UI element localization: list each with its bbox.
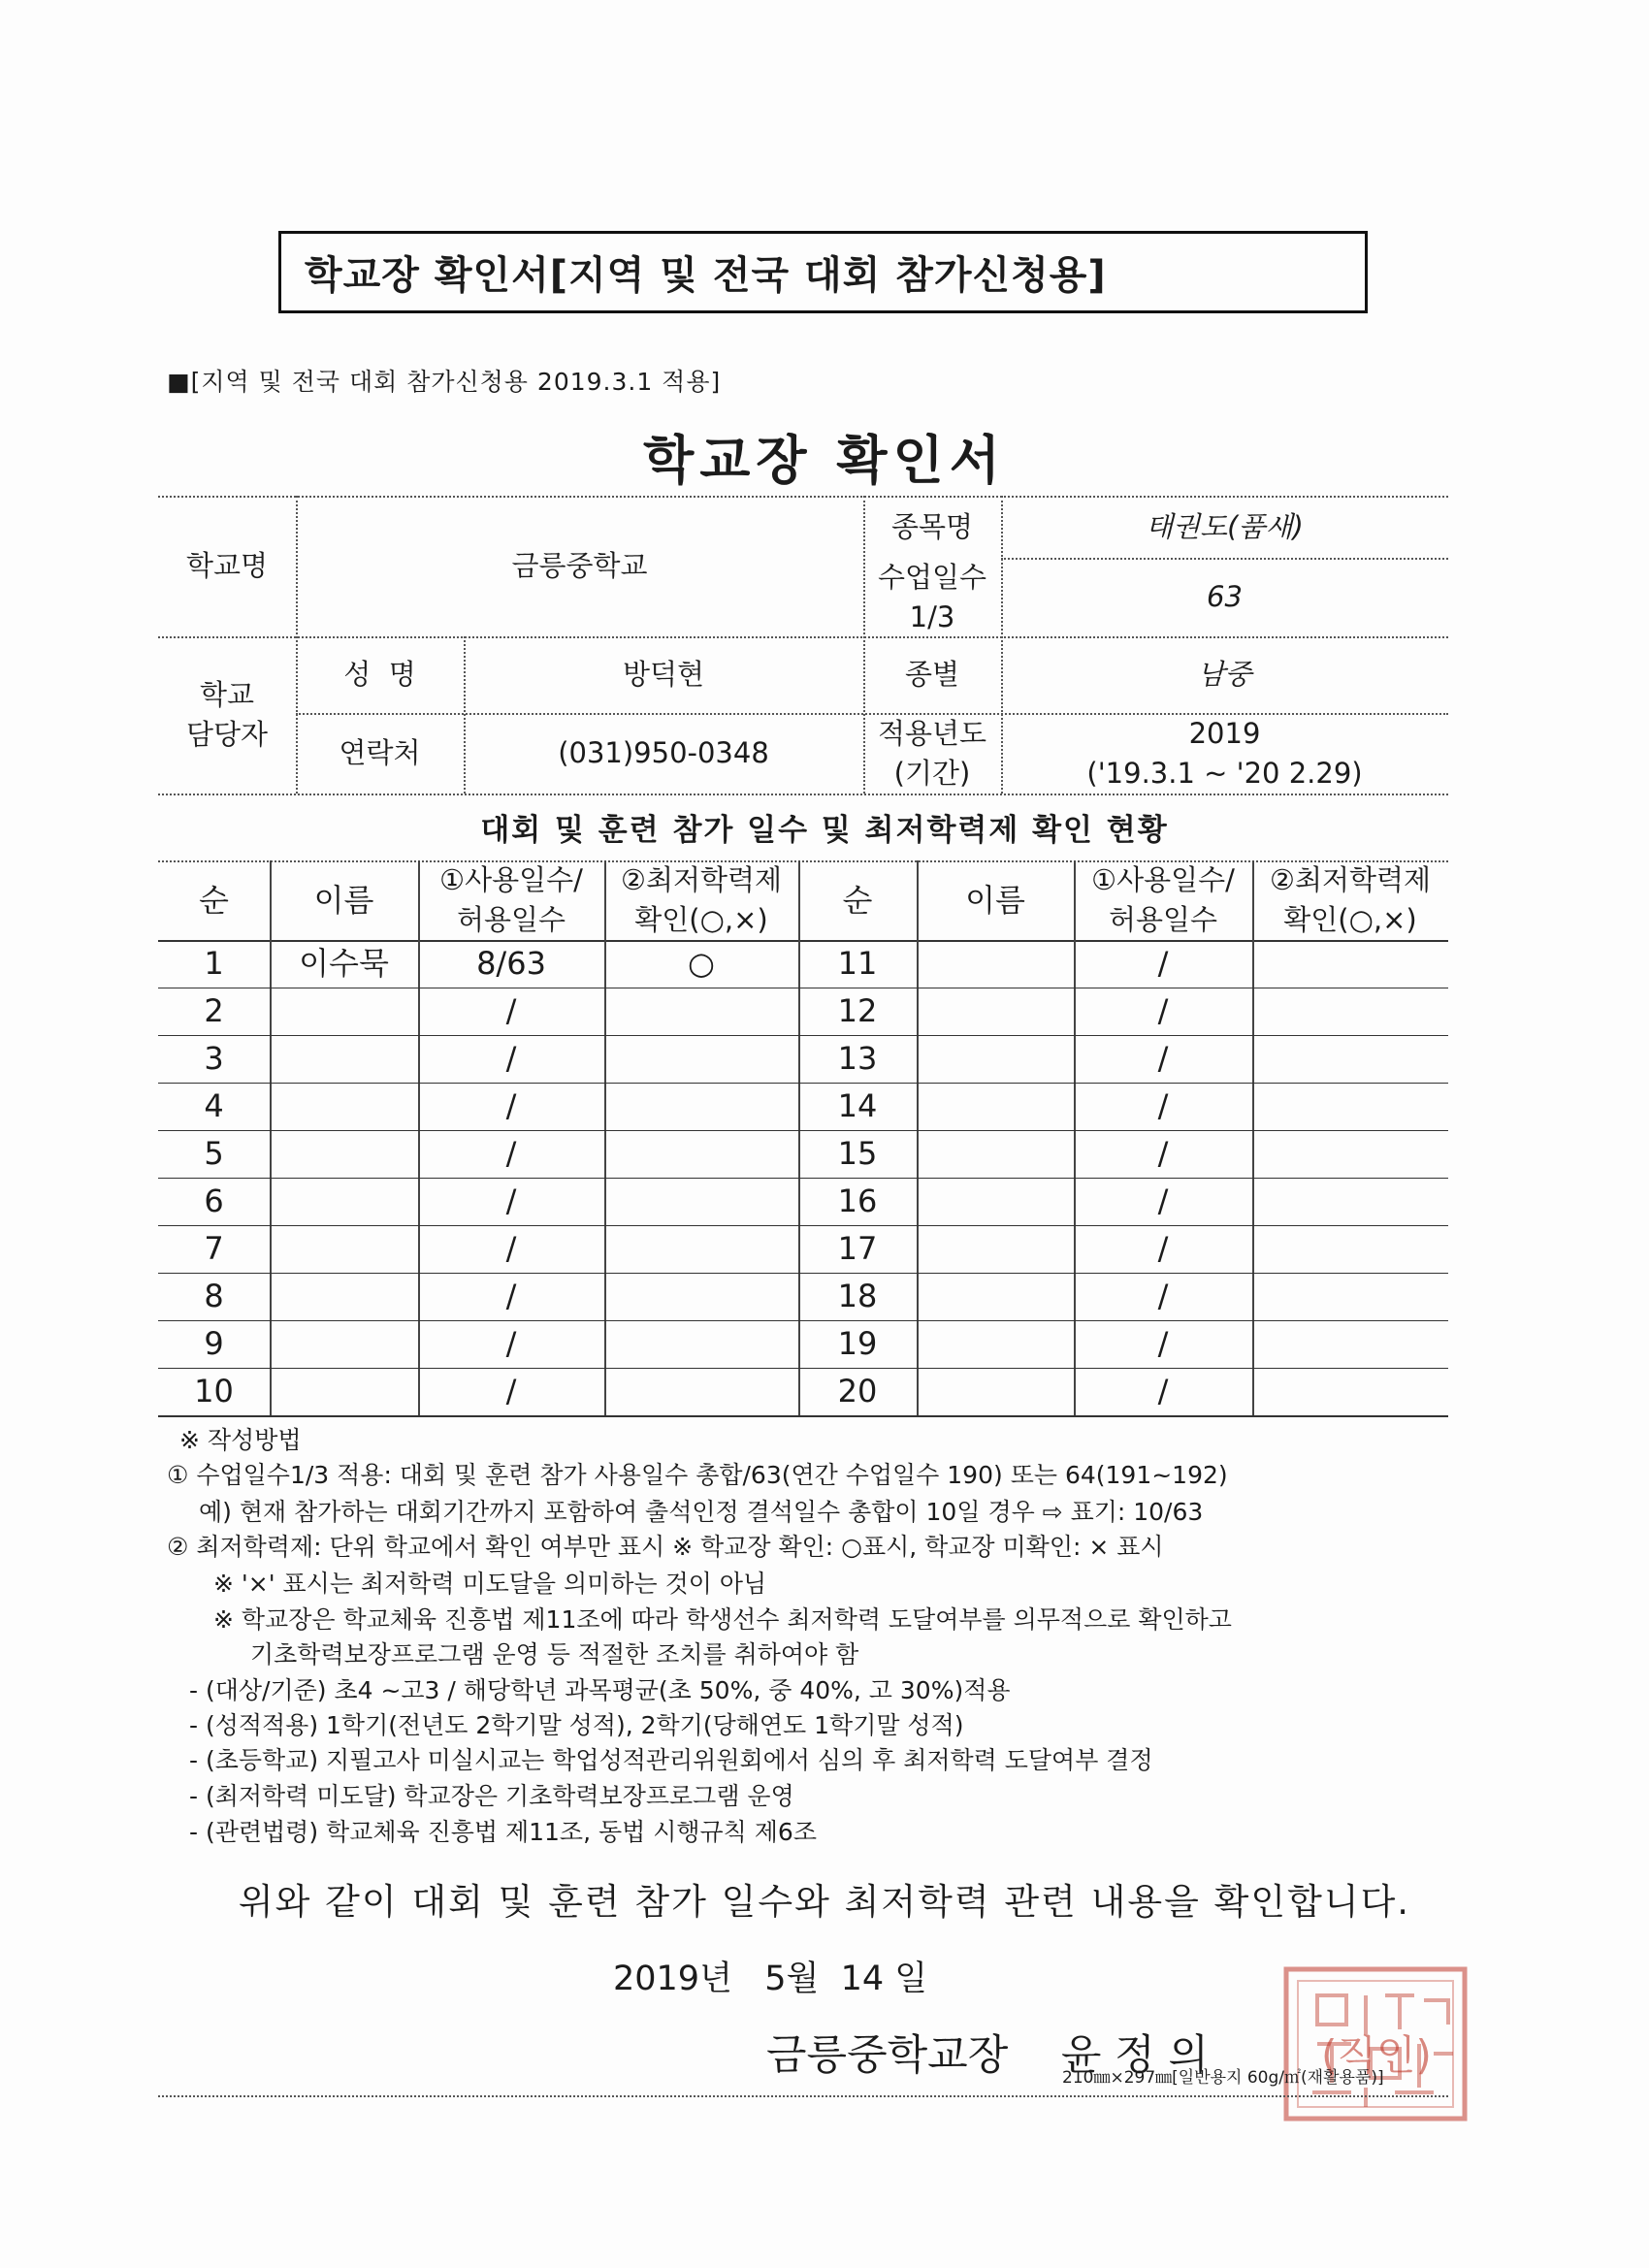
instruction-line: - (관련법령) 학교체육 진흥법 제11조, 동법 시행규칙 제6조	[189, 1818, 817, 1846]
col-header-num-2: 순	[842, 881, 873, 919]
table-cell-days: /	[505, 1373, 517, 1410]
instruction-line: - (성적적용) 1학기(전년도 2학기말 성적), 2학기(당해연도 1학기말 성적)	[189, 1711, 964, 1739]
table-cell-check	[1252, 1178, 1448, 1225]
table-cell-name	[917, 1225, 1074, 1273]
instruction-line: - (최저학력 미도달) 학교장은 기초학력보장프로그램 운영	[189, 1782, 794, 1810]
table-cell-name	[917, 940, 1074, 988]
table-cell-num: 2	[204, 992, 224, 1030]
document-title: 학교장 확인서[지역 및 전국 대회 참가신청용]	[278, 231, 1368, 313]
table-cell-num: 1	[204, 945, 224, 983]
table-cell-name	[270, 1368, 418, 1415]
instruction-line: ※ 작성방법	[179, 1426, 302, 1454]
instruction-line: ※ 학교장은 학교체육 진흥법 제11조에 따라 학생선수 최저학력 도달여부를 의무적으로 확인하고	[213, 1605, 1232, 1634]
instruction-line: ※ '×' 표시는 최저학력 미도달을 의미하는 것이 아님	[213, 1570, 767, 1598]
staff-name-value: 방덕현	[622, 658, 705, 692]
contact-label: 연락처	[339, 736, 421, 770]
table-cell-days: /	[1157, 1135, 1169, 1173]
principal-signature: 금릉중학교장 윤 정 의	[766, 2031, 1209, 2080]
table-cell-name	[270, 1225, 418, 1273]
table-cell-check	[1252, 1368, 1448, 1415]
table-cell-days: /	[505, 1087, 517, 1125]
table-cell-num: 9	[204, 1325, 224, 1363]
col-header-days-2: ①사용일수/ 허용일수	[1091, 863, 1235, 936]
table-cell-num: 16	[837, 1183, 878, 1220]
event-label: 종목명	[890, 509, 974, 543]
table-cell-num: 7	[204, 1230, 224, 1268]
table-cell-check	[1252, 1035, 1448, 1083]
table-cell-num: 10	[194, 1373, 234, 1410]
table-cell-check	[604, 1368, 798, 1415]
table-cell-num: 14	[837, 1087, 878, 1125]
table-cell-days: /	[505, 1325, 517, 1363]
table-cell-num: 13	[837, 1040, 878, 1078]
section-title: 대회 및 훈련 참가 일수 및 최저학력제 확인 현황	[480, 813, 1169, 848]
table-cell-name	[270, 1083, 418, 1130]
instruction-line: ② 최저학력제: 단위 학교에서 확인 여부만 표시 ※ 학교장 확인: ○표시, 학교장 미확인: × 표시	[167, 1533, 1164, 1561]
instruction-line: ① 수업일수1/3 적용: 대회 및 훈련 참가 사용일수 총합/63(연간 수업일수 190) 또는 64(191~192)	[167, 1461, 1228, 1489]
school-name-label: 학교명	[185, 549, 269, 583]
class-days-value: 63	[1207, 580, 1243, 614]
staff-label: 학교 담당자	[185, 678, 269, 751]
event-value: 태권도(품새)	[1146, 509, 1304, 543]
info-line	[158, 794, 1448, 795]
table-cell-name	[270, 988, 418, 1035]
table-cell-name	[917, 1178, 1074, 1225]
table-cell-num: 4	[204, 1087, 224, 1125]
table-cell-num: 8	[204, 1278, 224, 1315]
table-cell-name	[270, 1178, 418, 1225]
table-cell-days: /	[1157, 1325, 1169, 1363]
col-header-num: 순	[199, 881, 229, 919]
class-days-label: 수업일수 1/3	[877, 560, 987, 633]
table-cell-name	[917, 1320, 1074, 1368]
school-name-value: 금릉중학교	[511, 549, 648, 583]
table-cell-days: /	[1157, 945, 1169, 983]
table-cell-days: /	[1157, 1087, 1169, 1125]
table-cell-name	[917, 1083, 1074, 1130]
instruction-line: 예) 현재 참가하는 대회기간까지 포함하여 출석인정 결석일수 총합이 10일 경우 ⇨ 표기: 10/63	[199, 1498, 1204, 1526]
table-cell-num: 20	[837, 1373, 878, 1410]
table-cell-name	[917, 988, 1074, 1035]
table-cell-name: 이수묵	[299, 945, 389, 983]
table-cell-name	[917, 1035, 1074, 1083]
table-cell-days: /	[505, 1230, 517, 1268]
form-title: 학교장 확인서	[643, 430, 1006, 491]
table-cell-name	[917, 1130, 1074, 1178]
table-cell-num: 12	[837, 992, 878, 1030]
category-label: 종별	[904, 658, 960, 692]
table-cell-check	[604, 1225, 798, 1273]
table-cell-days: /	[1157, 1278, 1169, 1315]
category-value: 남중	[1197, 658, 1252, 692]
table-cell-days: /	[1157, 992, 1169, 1030]
table-cell-check	[1252, 940, 1448, 988]
table-cell-check	[1252, 1083, 1448, 1130]
period-value: 2019 ('19.3.1 ~ '20 2.29)	[1086, 716, 1363, 790]
seal-label: (직인)	[1321, 2031, 1432, 2079]
period-label: 적용년도 (기간)	[877, 716, 987, 790]
table-cell-check	[1252, 988, 1448, 1035]
contact-value: (031)950-0348	[558, 736, 769, 770]
instruction-line: - (초등학교) 지필고사 미실시교는 학업성적관리위원회에서 심의 후 최저학력 도달여부 결정	[189, 1746, 1153, 1774]
table-cell-check	[1252, 1320, 1448, 1368]
instruction-line: - (대상/기준) 초4 ~고3 / 해당학년 과목평균(초 50%, 중 40%, 고 30%)적용	[189, 1676, 1011, 1704]
issue-date: 2019년 5월 14 일	[613, 1960, 928, 1998]
footer-line	[158, 2095, 1448, 2097]
table-cell-check	[1252, 1225, 1448, 1273]
table-cell-days: /	[505, 1135, 517, 1173]
table-cell-check	[1252, 1273, 1448, 1320]
col-header-name-2: 이름	[965, 881, 1025, 919]
table-cell-days: /	[1157, 1183, 1169, 1220]
table-cell-num: 15	[837, 1135, 878, 1173]
table-cell-num: 5	[204, 1135, 224, 1173]
table-cell-num: 3	[204, 1040, 224, 1078]
col-header-min: ②최저학력제 확인(○,×)	[620, 863, 783, 936]
table-cell-name	[270, 1320, 418, 1368]
table-cell-check	[604, 1035, 798, 1083]
table-row-line	[158, 1415, 1448, 1417]
table-cell-check	[604, 1320, 798, 1368]
paper-spec: 210㎜×297㎜[일반용지 60g/㎡(재활용품)]	[1062, 2068, 1384, 2088]
table-cell-name	[270, 1273, 418, 1320]
table-cell-num: 18	[837, 1278, 878, 1315]
table-cell-check	[604, 1083, 798, 1130]
instruction-line: 기초학력보장프로그램 운영 등 적절한 조치를 취하여야 함	[250, 1640, 859, 1669]
table-cell-name	[270, 1035, 418, 1083]
table-cell-num: 19	[837, 1325, 878, 1363]
document-subheading: ■[지역 및 전국 대회 참가신청용 2019.3.1 적용]	[167, 368, 722, 396]
table-cell-check	[604, 988, 798, 1035]
table-cell-name	[270, 1130, 418, 1178]
table-cell-num: 17	[837, 1230, 878, 1268]
table-cell-name	[917, 1273, 1074, 1320]
table-cell-days: 8/63	[476, 945, 546, 983]
table-cell-days: /	[1157, 1230, 1169, 1268]
table-cell-num: 6	[204, 1183, 224, 1220]
table-cell-days: /	[505, 992, 517, 1030]
col-header-min-2: ②최저학력제 확인(○,×)	[1269, 863, 1432, 936]
staff-name-label: 성 명	[343, 658, 416, 692]
table-cell-check: ○	[688, 945, 715, 983]
table-cell-check	[604, 1273, 798, 1320]
table-cell-name	[917, 1368, 1074, 1415]
table-cell-days: /	[1157, 1373, 1169, 1410]
col-header-days: ①사용일수/ 허용일수	[439, 863, 583, 936]
col-header-name: 이름	[313, 881, 374, 919]
table-cell-days: /	[505, 1278, 517, 1315]
table-cell-days: /	[505, 1040, 517, 1078]
table-cell-check	[604, 1130, 798, 1178]
table-cell-days: /	[1157, 1040, 1169, 1078]
confirmation-statement: 위와 같이 대회 및 훈련 참가 일수와 최저학력 관련 내용을 확인합니다.	[238, 1881, 1411, 1923]
table-cell-check	[1252, 1130, 1448, 1178]
table-cell-days: /	[505, 1183, 517, 1220]
table-cell-num: 11	[837, 945, 878, 983]
table-cell-check	[604, 1178, 798, 1225]
